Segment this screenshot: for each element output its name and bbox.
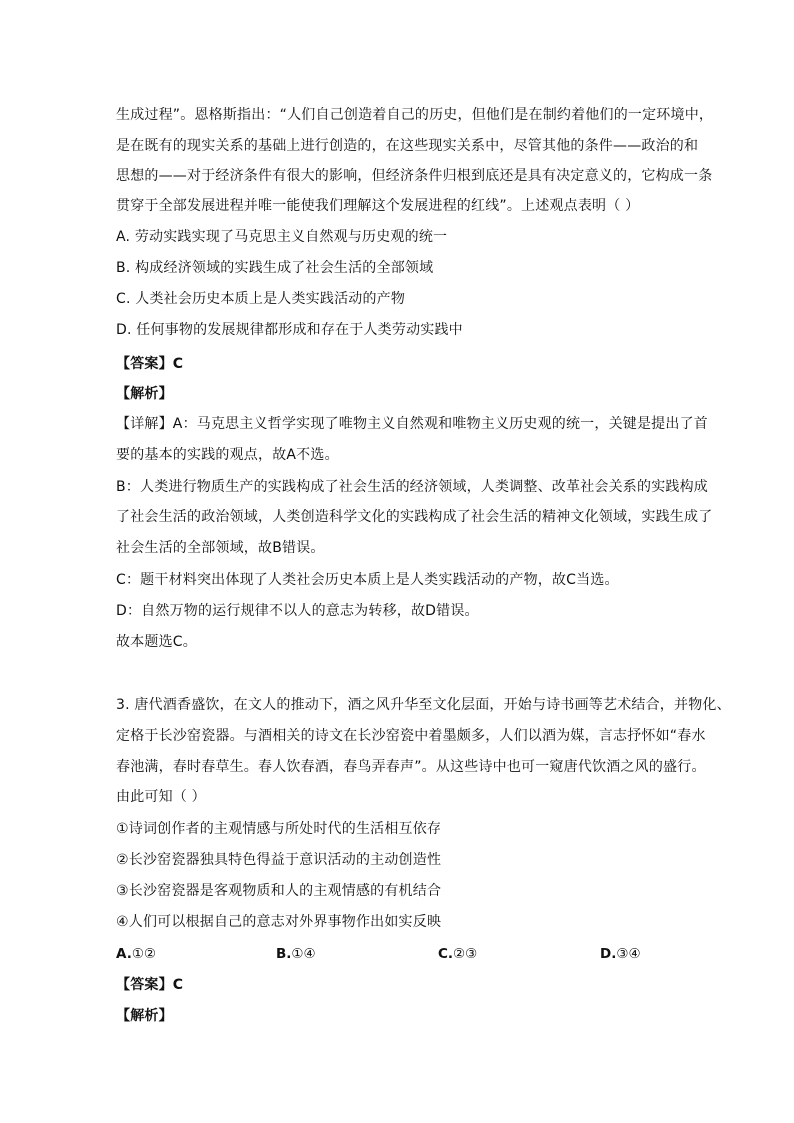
q3-stem-line: 3. 唐代酒香盛饮，在文人的推动下，酒之风升华至文化层面，开始与诗书画等艺术结合，并物化、 — [116, 697, 731, 713]
q2-detail-line: C：题干材料突出体现了人类社会历史本质上是人类实践活动的产物，故C当选。 — [116, 572, 619, 588]
choice-text: ①④ — [291, 946, 316, 962]
q2-detail-line: 【详解】A：马克思主义哲学实现了唯物主义自然观和唯物主义历史观的统一，关键是提出了首 — [116, 416, 708, 432]
q2-analysis-title: 【解析】 — [116, 386, 173, 402]
q2-answer: 【答案】C — [116, 356, 184, 372]
q2-detail-line: 了社会生活的政治领域，人类创造科学文化的实践构成了社会生活的精神文化领域，实践生成了 — [116, 509, 713, 525]
choice-letter: A. — [116, 946, 132, 962]
q3-answer: 【答案】C — [116, 977, 184, 993]
choice-letter: B. — [276, 946, 292, 962]
q3-analysis-title: 【解析】 — [116, 1008, 173, 1024]
q2-detail-line: B：人类进行物质生产的实践构成了社会生活的经济领域，人类调整、改革社会关系的实践构成 — [116, 479, 709, 495]
q2-option-c: C. 人类社会历史本质上是人类实践活动的产物 — [116, 291, 406, 307]
q2-stem-line: 是在既有的现实关系的基础上进行创造的，在这些现实关系中，尽管其他的条件——政治的和 — [116, 138, 699, 154]
choice-letter: D. — [600, 946, 617, 962]
q3-statement-4: ④人们可以根据自己的意志对外界事物作出如实反映 — [116, 914, 442, 930]
q3-statement-2: ②长沙窑瓷器独具特色得益于意识活动的主动创造性 — [116, 852, 442, 868]
q3-statement-3: ③长沙窑瓷器是客观物质和人的主观情感的有机结合 — [116, 883, 442, 899]
q2-stem-line: 思想的——对于经济条件有很大的影响，但经济条件归根到底还是具有决定意义的，它构成一条 — [116, 168, 713, 184]
q2-stem-line: 生成过程”。恩格斯指出：“人们自己创造着自己的历史，但他们是在制约着他们的一定环境中， — [116, 107, 714, 123]
q2-option-d: D. 任何事物的发展规律都形成和存在于人类劳动实践中 — [116, 322, 463, 338]
choice-text: ②③ — [453, 946, 478, 962]
q2-detail-line: 故本题选C。 — [116, 634, 197, 650]
q2-option-b: B. 构成经济领域的实践生成了社会生活的全部领域 — [116, 260, 434, 276]
q3-choice-a — [116, 944, 156, 964]
choice-text: ①② — [131, 946, 157, 962]
q3-choice-d — [600, 944, 641, 964]
q2-stem-line: 贯穿于全部发展进程并唯一能使我们理解这个发展进程的红线”。上述观点表明（ ） — [116, 198, 640, 214]
q2-detail-line: D：自然万物的运行规律不以人的意志为转移，故D错误。 — [116, 603, 479, 619]
q2-detail-line: 要的基本的实践的观点，故A不选。 — [116, 447, 339, 463]
choice-text: ③④ — [616, 946, 641, 962]
q3-statement-1: ①诗词创作者的主观情感与所处时代的生活相互依存 — [116, 821, 442, 837]
q3-stem-line: 由此可知（ ） — [116, 789, 206, 805]
q2-detail-line: 社会生活的全部领域，故B错误。 — [116, 540, 325, 556]
q3-choice-c — [438, 944, 477, 964]
q3-stem-line: 春池满，春时春草生。春人饮春酒，春鸟弄春声”。从这些诗中也可一窥唐代饮酒之风的盛行。 — [116, 759, 706, 775]
q3-stem-line: 定格于长沙窑瓷器。与酒相关的诗文在长沙窑瓷中着墨颇多，人们以酒为媒，言志抒怀如“春水 — [116, 728, 706, 744]
q3-choice-b — [276, 944, 316, 964]
choice-letter: C. — [438, 946, 454, 962]
q2-option-a: A. 劳动实践实现了马克思主义自然观与历史观的统一 — [116, 229, 448, 245]
